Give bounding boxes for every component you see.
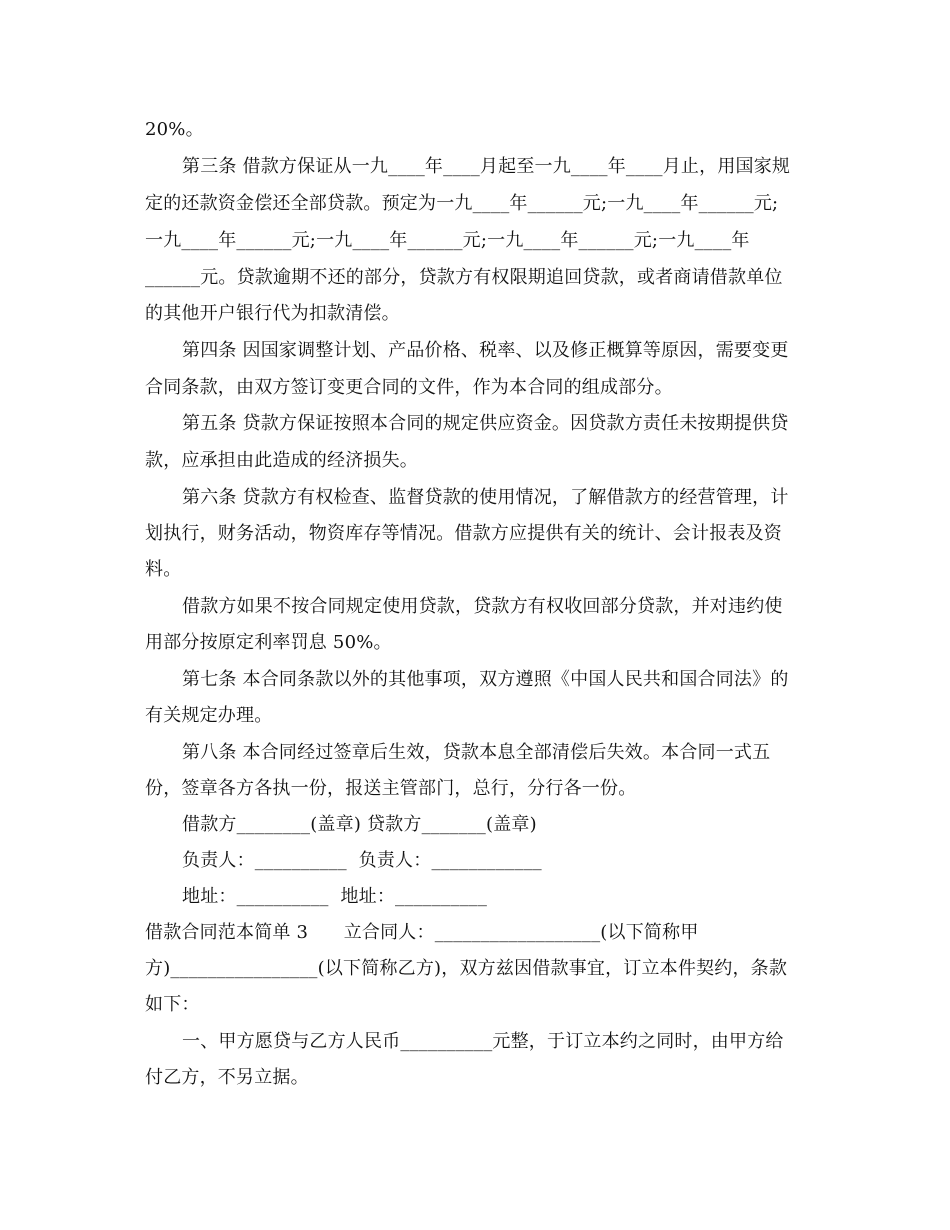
article-6-line-1: 第六条 贷款方有权检查、监督贷款的使用情况，了解借款方的经营管理，计	[182, 487, 789, 508]
section-heading-line: 借款合同范本简单 3 立合同人：__________________(以下简称甲	[145, 922, 699, 943]
article-4-line-2: 合同条款，由双方签订变更合同的文件，作为本合同的组成部分。	[145, 377, 673, 398]
penalty-line-2: 用部分按原定利率罚息 50%。	[145, 632, 392, 653]
clause-1-line-1: 一、甲方愿贷与乙方人民币__________元整，于订立本约之同时，由甲方给	[182, 1031, 784, 1052]
responsible-person-line: 负责人：__________ 负责人：____________	[182, 850, 542, 871]
article-5-line-2: 款，应承担由此造成的经济损失。	[145, 450, 418, 471]
article-6-line-3: 料。	[145, 559, 182, 580]
article-6-line-2: 划执行，财务活动，物资库存等情况。借款方应提供有关的统计、会计报表及资	[145, 523, 782, 544]
article-3-line-1: 第三条 借款方保证从一九____年____月起至一九____年____月止，用国家规	[182, 156, 791, 177]
article-8-line-1: 第八条 本合同经过签章后生效，贷款本息全部清偿后失效。本合同一式五	[182, 742, 771, 763]
article-3-line-5: 的其他开户银行代为扣款清偿。	[145, 303, 400, 324]
article-3-line-3: 一九____年______元;一九____年______元;一九____年______元;一九____年	[145, 230, 750, 251]
signature-parties-line: 借款方________(盖章) 贷款方_______(盖章)	[182, 814, 537, 835]
article-7-line-1: 第七条 本合同条款以外的其他事项，双方遵照《中国人民共和国合同法》的	[182, 669, 789, 690]
penalty-line-1: 借款方如果不按合同规定使用贷款，贷款方有权收回部分贷款，并对违约使	[182, 596, 783, 617]
parties-line-2: 方)________________(以下简称乙方)，双方兹因借款事宜，订立本件契约，条款	[145, 958, 788, 979]
article-4-line-1: 第四条 因国家调整计划、产品价格、税率、以及修正概算等原因，需要变更	[182, 340, 789, 361]
article-7-line-2: 有关规定办理。	[145, 705, 273, 726]
text-line: 20%。	[145, 119, 204, 140]
article-5-line-1: 第五条 贷款方保证按照本合同的规定供应资金。因贷款方责任未按期提供贷	[182, 413, 789, 434]
clause-1-line-2: 付乙方，不另立据。	[145, 1067, 309, 1088]
address-line: 地址：__________ 地址：__________	[182, 886, 488, 907]
article-3-line-4: ______元。贷款逾期不还的部分，贷款方有权限期追回贷款，或者商请借款单位	[145, 267, 783, 288]
article-8-line-2: 份，签章各方各执一份，报送主管部门，总行，分行各一份。	[145, 778, 637, 799]
article-3-line-2: 定的还款资金偿还全部贷款。预定为一九____年______元;一九____年______元;	[145, 193, 779, 214]
parties-line-3: 如下：	[145, 994, 200, 1015]
